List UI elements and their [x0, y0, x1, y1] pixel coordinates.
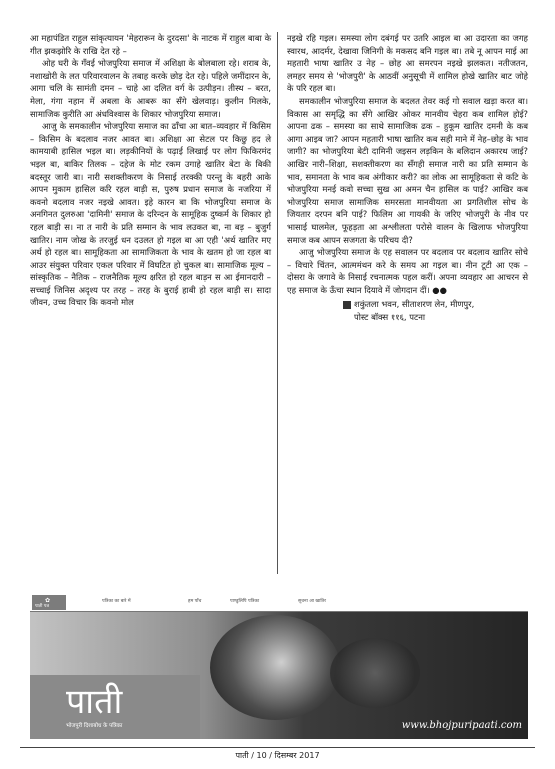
website-url[interactable]: www.bhojpuripaati.com [401, 720, 522, 731]
magazine-subtitle: भोजपुरी दिशाबोध के पत्रिका [66, 723, 123, 729]
page-footer: पाती / 10 / दिसम्बर 2017 [235, 751, 320, 760]
magazine-title: पाती [66, 682, 123, 722]
rose-flower-image [210, 615, 340, 720]
article-paragraph: समकालीन भोजपुरिया समाज के बदलत तेवर कई गो सवाल खड़ा करत बा। विकास आ समृद्धि का सँगे आखिर ओकर मानवीय चेहरा कब शामिल होई? आपना ढक – समस्या का साथे सामाजिक ढक – हुकूम खातिर दमनी के कब आगा आइब जा? आपन महतारी भाषा खातिर कब सही माने में नेह–छोह के भाव जागी? का भोजपुरिया बेटी दामिनी जइसन लड़किन के बलिदान अकारथ जाई? आखिर नारी–शिक्षा, सशक्तीकरण का सँगही समाज नारी का प्रति सम्मान के भाव, समानता के भाव कब अंगीकार करी? का लोक आ सामूहिकता से कटि के भोजपुरिया मनई कवो सच्चा सुख आ अमन चैन हासिल क पाई? आखिर कब भोजपुरिया समाज सामाजिक समरसता मानवीयता आ प्रगतिशील सोच के जियतार दरपन बनि पाई? फिलिम आ गायकी के जरिए भोजपुरी के नीव पर भासाई घालमेल, फूहड़ता आ अश्लीलता परोसे वालन के खिलाफ भोजपुरिया समाज कब आपन सजगता के परिचय दी? [287, 95, 528, 245]
nav-link-info[interactable]: सूचना आ खातिर [298, 599, 327, 604]
nav-link-manuscript[interactable]: पाण्डुलिपि पत्रिका [230, 599, 260, 604]
article-paragraph: आजु भोजपुरिया समाज के एह सवालन पर बदलाव पर बदलाव खातिर सोचे – विचारे चिंतन, आत्ममंथन करे के समय आ गइल बा। नीन टूटी आ एक – दोसरा के जगावे के निसाई रचनात्मक पहल करीं। अपना व्यवहार आ आचरन से एह समाज के ऊँचा स्थान दियावे में जोगदान दीं। ●● [287, 247, 528, 295]
paati-logo [32, 595, 66, 610]
article-paragraph: नइखे रहि गइल। समस्या लोग दबंगई पर उतरि आइल बा आ उदारता का जगह स्वारथ, आदर्मर, देखावा जिनिगी के मकसद बनि गइल बा। तबे नू आपन माई आ महतारी भाषा खातिर उ नेह – छोह आ समरपन नइखे झलकत। नतीजतन, लमहर समय से 'भोजपुरी' के आठवीं अनुसूची में शामिल होखे खातिर बाट जोहे के परि रहल बा। [287, 33, 528, 94]
author-signature [343, 298, 528, 323]
rose-shadow [330, 638, 420, 708]
leaf-icon: ✿ [45, 597, 51, 604]
logo-text: पाती पत्र [35, 604, 49, 609]
article-column-right [287, 32, 528, 592]
article-columns [30, 32, 528, 592]
signature-line-2: पोस्ट बॉक्स ११६, पटना [354, 312, 426, 323]
nav-link-team[interactable]: हम पाँच [188, 599, 202, 604]
column-divider [277, 32, 278, 574]
signature-line-1: शकुंतला भवन, सीताशरण लेन, मीणपुर, [354, 299, 475, 310]
banner-nav-bar [30, 593, 528, 612]
article-paragraph: ओह घरी के गँवई भोजपुरिया समाज में अशिक्षा के बोलबाला रहे। शराब के, नशाखोरी के लत परिवारवालन के तबाह करके छोड़ देत रहे। पहिले जमींदारन के, आगा चलि के सामंती दमन – चाहे आ दलित वर्ग के उत्पीड़न। तीस्थ – बरत, मेला, गंगा नहान में अबला के आबरू का सँगे खेलवाड़। कुलीन मिलके, सामाजिक कुरीति आ अंधविश्वास के शिकार भोजपुरिया समाज। [30, 58, 271, 119]
article-paragraph: आजु के समकालीन भोजपुरिया समाज का ढाँचा आ बात–व्यवहार में किसिम – किसिम के बदलाव नजर आवत बा। अशिक्षा आ सेटल पर किछु हद ले कामयाबी हासिल भइल बा। लड़कीनियों के पढ़ाई लिखाई पर लोग फिकिरमंद भइल बा, बाकिर तिलक – दहेज के मोट रकम उगाहे खातिर बेटा के बिकी बदस्तूर जारी बा। नारी सशक्तीकरण के निसाई तरक्की परन्तु के बहरी आके आपन मुकाम हासिल करि रहल बाड़ी स, पुरुष प्रधान समाज के नजरिया में कवनो बदलाव नजर नइखे आवत। इहे कारन बा कि भोजपुरिया समाज के अनगिनत दुलरुआ 'दामिनी' समाज के दरिन्दन के सामूहिक दुष्कर्म के शिकार हो रहल बाड़ी स। ना त नारी के प्रति सम्मान के भाव लउकत बा, ना बड़ – बुजुर्ग खातिर। नाम जोख के तरजुई धन दउलत हो गइल बा आ एही 'अर्थ खातिर मए अर्थ हो रहल बा। सामूहिकता आ सामाजिकता के भाव के खतम हो जा रहल बा आउर संयुक्त परिवार एकल परिवार में विघटित हो चुकल बा। सामाजिक मूल्य – सांस्कृतिक – नैतिक – राजनैतिक मूल्य क्षरित हो रहल बाड़न स आ ईमानदारी – सच्चाई जिनिस अदृश्य पर तरह – तरह के बुराई हाबी हो रहल बाड़ी स। सादा जीवन, उच्च विचार कि कवनो मोल [30, 121, 271, 308]
footer-rule [20, 747, 535, 748]
article-column-left [30, 32, 271, 592]
paati-website-banner [30, 593, 528, 739]
article-paragraph: आ महापंडित राहुल सांकृत्यायन 'मेहरारून के दुरदसा' के नाटक में राहुल बाबा के गीत झकझोरि के राखि देत रहे – [30, 33, 271, 56]
nav-link-about[interactable]: पत्रिका का बारे में [102, 599, 131, 604]
address-bullet-icon [343, 301, 351, 309]
